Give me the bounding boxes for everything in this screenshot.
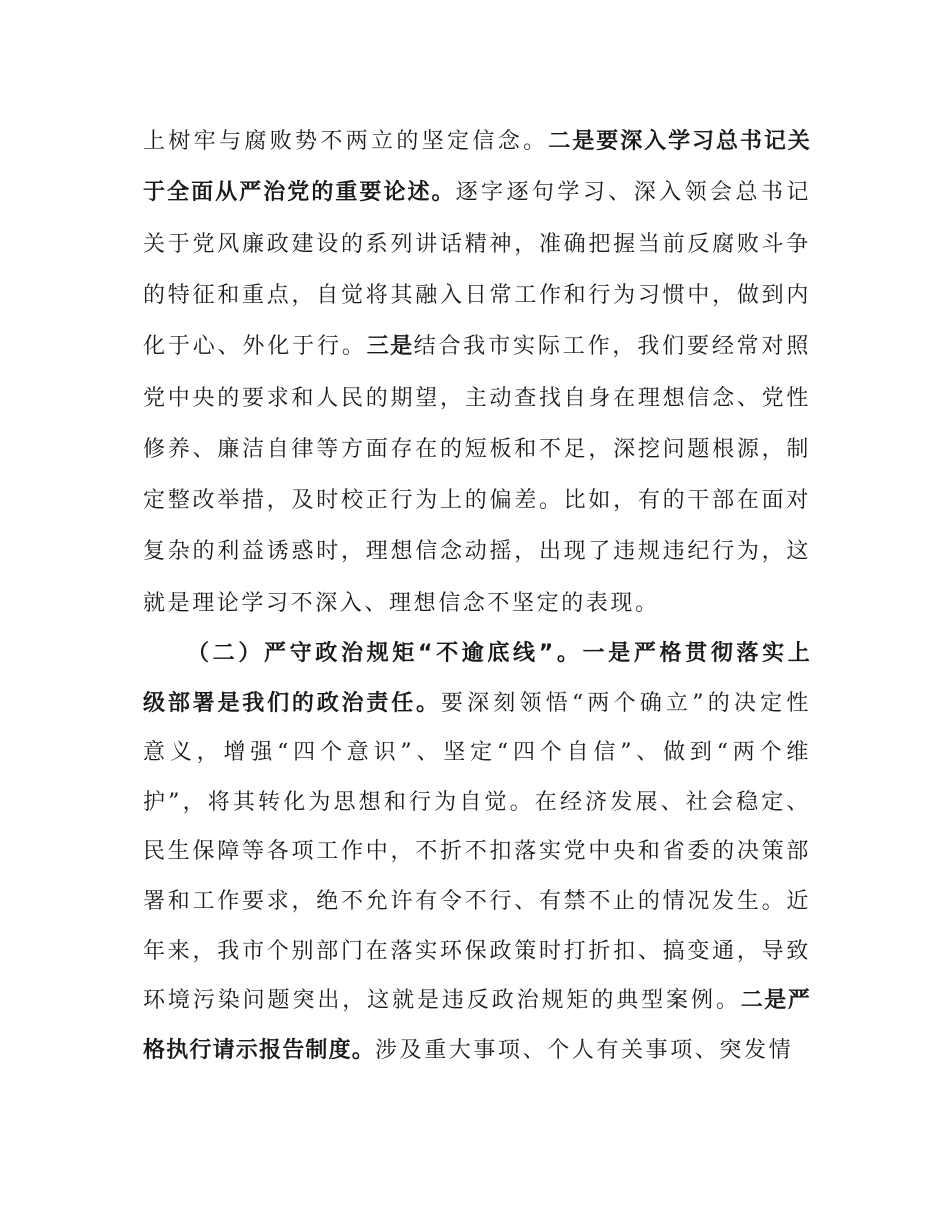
bold-text-run: 于全面从严治党的重要论述。 — [143, 180, 456, 206]
text-line — [143, 584, 660, 624]
text-run: 逐字逐句学习、深入领会总书记 — [455, 180, 811, 206]
text-run: 就是理论学习不深入、理想信念不坚定的表现。 — [143, 590, 660, 616]
text-line — [143, 684, 811, 724]
text-run: 涉及重大事项、个人有关事项、突发情 — [375, 1037, 794, 1063]
text-run: 民生保障等各项工作中，不折不扣落实党中央和省委的决策部 — [143, 839, 811, 865]
text-line — [143, 173, 811, 213]
text-run: 修养、廉洁自律等方面存在的短板和不足，深挖问题根源，制 — [143, 436, 811, 462]
text-line — [143, 276, 811, 316]
text-run: 定整改举措，及时校正行为上的偏差。比如，有的干部在面对 — [143, 488, 811, 514]
text-run: 署和工作要求，绝不允许有令不行、有禁不止的情况发生。近 — [143, 889, 811, 914]
text-line — [143, 122, 811, 162]
text-line — [143, 379, 811, 419]
text-line — [143, 783, 811, 823]
bold-text-run: 二是要深入学习总书记关 — [548, 129, 812, 154]
text-line — [143, 430, 811, 470]
text-line — [143, 327, 811, 367]
text-line — [143, 932, 811, 972]
bold-text-run: （二）严守政治规矩“不逾底线”。一是严格贯彻落实上 — [187, 641, 811, 666]
text-line — [187, 634, 811, 674]
text-run: 要深刻领悟“两个确立”的决定性 — [440, 690, 812, 716]
text-run: 意义，增强“四个意识”、坚定“四个自信”、做到“两个维 — [143, 740, 811, 766]
bold-text-run: 三是 — [366, 334, 414, 360]
text-run: 上树牢与腐败势不两立的坚定信念。 — [143, 129, 549, 154]
text-line — [143, 981, 811, 1021]
text-line — [143, 225, 811, 265]
text-line — [143, 832, 811, 872]
bold-text-run: 格执行请示报告制度。 — [143, 1037, 376, 1063]
text-line — [143, 733, 811, 773]
text-line — [143, 1031, 793, 1071]
text-run: 环境污染问题突出，这就是违反政治规矩的典型案例。 — [143, 988, 741, 1014]
text-run: 关于党风廉政建设的系列讲话精神，准确把握当前反腐败斗争 — [143, 231, 811, 257]
text-run: 的特征和重点，自觉将其融入日常工作和行为习惯中，做到内 — [143, 282, 811, 308]
text-line — [143, 481, 811, 521]
text-run: 护”，将其转化为思想和行为自觉。在经济发展、社会稳定、 — [143, 789, 811, 815]
text-run: 党中央的要求和人民的期望，主动查找自身在理想信念、党性 — [143, 385, 811, 411]
text-run: 复杂的利益诱惑时，理想信念动摇，出现了违规违纪行为，这 — [143, 539, 811, 565]
bold-text-run: 级部署是我们的政治责任。 — [143, 690, 441, 716]
text-line — [143, 882, 811, 922]
text-run: 结合我市实际工作，我们要经常对照 — [413, 334, 811, 360]
bold-text-run: 二是严 — [740, 988, 811, 1014]
text-run: 年来，我市个别部门在落实环保政策时打折扣、搞变通，导致 — [143, 938, 811, 964]
text-line — [143, 532, 811, 572]
text-run: 化于心、外化于行。 — [143, 334, 367, 360]
